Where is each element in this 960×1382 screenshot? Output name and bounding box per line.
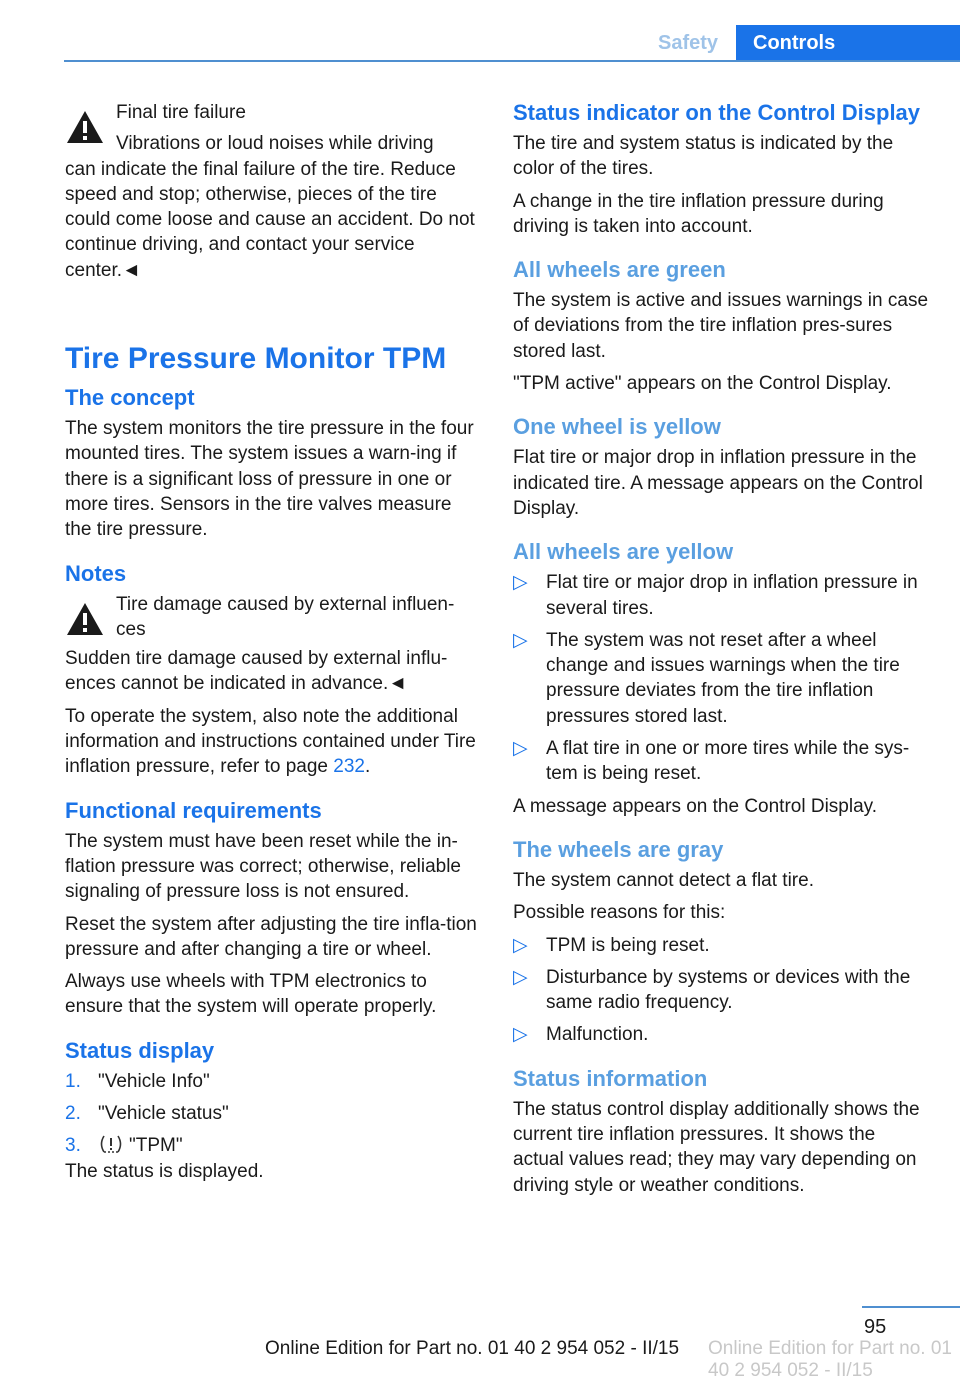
- heading-all-yellow: All wheels are yellow: [513, 539, 734, 565]
- list-item: [513, 1022, 931, 1047]
- item-text: TPM is being reset.: [546, 934, 710, 956]
- indicator-text-1: The tire and system status is indicated by the color of the tires.: [513, 133, 894, 180]
- right-column: [513, 100, 931, 1205]
- heading-one-yellow: One wheel is yellow: [513, 414, 721, 440]
- item-text: The system was not reset after a wheel change and issues warnings when the tire pressure deviates from the tire inflation pressures stored last.: [546, 629, 900, 727]
- edition-text: Online Edition for Part no. 01 40 2 954 052 - II/15: [265, 1338, 680, 1359]
- item-text: A flat tire in one or more tires while the sys‐tem is being reset.: [546, 738, 910, 785]
- functional-text-1: The system must have been reset while the in‐flation pressure was correct; otherwise, reliable signaling of pressure loss is not ensured.: [65, 830, 462, 903]
- page-number: 95: [864, 1316, 887, 1338]
- warning-body: Sudden tire damage caused by external influ‐ences cannot be indicated in advance.◄: [65, 648, 448, 695]
- green-text-1: The system is active and issues warnings in case of deviations from the tire inflation pres‐sures stored last.: [513, 290, 929, 362]
- list-item: [513, 736, 931, 787]
- heading-status-information: Status information: [513, 1065, 708, 1091]
- heading-gray: The wheels are gray: [513, 836, 724, 862]
- warning-title: Tire damage caused by external influen‐ces: [116, 593, 455, 640]
- all-yellow-after: A message appears on the Control Display.: [513, 795, 878, 817]
- gray-text-2: Possible reasons for this:: [513, 902, 726, 924]
- warning-final-tire-failure: [65, 100, 483, 157]
- step-text: "TPM": [129, 1135, 183, 1157]
- info-text: The status control display additionally shows the current tire inflation pressures. It shows the actual values read; they may vary depending on driving style or weather conditions.: [513, 1098, 920, 1196]
- bullet-triangle-icon: ▷: [513, 572, 528, 594]
- notes-text-part: To operate the system, also note the additional information and instructions contained under Tire inflation pressure, refer to page: [65, 705, 476, 778]
- heading-concept: The concept: [65, 385, 195, 411]
- one-yellow-text: Flat tire or major drop in inflation pressure in the indicated tire. A message appears on the Control Display.: [513, 447, 923, 519]
- functional-text-2: Reset the system after adjusting the tire infla‐tion pressure and after changing a tire or wheel.: [65, 913, 477, 960]
- page-link-232[interactable]: 232: [333, 756, 365, 778]
- gray-list: [513, 933, 931, 1048]
- item-text: Disturbance by systems or devices with the same radio frequency.: [546, 966, 911, 1014]
- step-number: 2.: [65, 1103, 81, 1125]
- functional-text-3: Always use wheels with TPM electronics to ensure that the system will operate properly.: [65, 971, 437, 1018]
- bullet-triangle-icon: ▷: [513, 738, 528, 760]
- item-text: Flat tire or major drop in inflation pressure in several tires.: [546, 572, 918, 619]
- tab-controls: Controls: [736, 25, 960, 62]
- page-title: Tire Pressure Monitor TPM: [65, 342, 447, 376]
- left-column: [65, 100, 483, 1191]
- bullet-triangle-icon: ▷: [513, 934, 528, 956]
- heading-notes: Notes: [65, 560, 127, 586]
- step-number: 3.: [65, 1135, 81, 1157]
- bullet-triangle-icon: ▷: [513, 629, 528, 651]
- warning-body: can indicate the final failure of the tire. Reduce speed and stop; otherwise, pieces of the tire could come loose and cause an accident. Do not continue driving, and contact your service center.◄: [65, 158, 475, 281]
- bullet-triangle-icon: ▷: [513, 966, 528, 988]
- tpm-warning-icon: [98, 1134, 124, 1154]
- list-item: [65, 1069, 483, 1094]
- list-item: [65, 1133, 483, 1158]
- gray-text-1: The system cannot detect a flat tire.: [513, 869, 814, 891]
- heading-all-green: All wheels are green: [513, 257, 726, 283]
- heading-status-display: Status display: [65, 1037, 215, 1063]
- notes-text-end: .: [364, 756, 371, 778]
- status-result: The status is displayed.: [65, 1160, 264, 1182]
- green-text-2: "TPM active" appears on the Control Display.: [513, 373, 892, 395]
- warning-triangle-icon: [65, 601, 105, 637]
- step-number: 1.: [65, 1070, 81, 1092]
- bullet-triangle-icon: ▷: [513, 1024, 528, 1046]
- status-steps: [65, 1069, 483, 1159]
- warning-body-first-line: Vibrations or loud noises while driving: [116, 133, 434, 155]
- item-text: Malfunction.: [546, 1024, 649, 1046]
- watermark: Online Edition for Part no. 01 40 2 954 052 - II/15: [708, 1338, 952, 1381]
- notes-text: [65, 704, 483, 780]
- warning-triangle-icon: [65, 109, 105, 145]
- step-text: "Vehicle status": [98, 1103, 229, 1125]
- tab-safety: Safety: [657, 32, 719, 54]
- concept-text: The system monitors the tire pressure in the four mounted tires. The system issues a warn‐ing if there is a significant loss of pressure in one or more tires. Sensors in the tire valves measure the tire pressure.: [65, 418, 474, 541]
- warning-external-influences: [65, 592, 483, 643]
- all-yellow-list: [513, 570, 931, 786]
- heading-functional-requirements: Functional requirements: [65, 797, 322, 823]
- heading-status-indicator: Status indicator on the Control Display: [513, 100, 921, 125]
- step-text: "Vehicle Info": [98, 1070, 210, 1092]
- list-item: [513, 570, 931, 621]
- indicator-text-2: A change in the tire inflation pressure during driving is taken into account.: [513, 190, 884, 237]
- warning-title: Final tire failure: [116, 102, 246, 123]
- list-item: [513, 965, 931, 1016]
- list-item: [513, 628, 931, 729]
- footer-rule: [862, 1306, 960, 1308]
- list-item: [513, 933, 931, 958]
- list-item: [65, 1101, 483, 1126]
- header-rule: [64, 60, 960, 62]
